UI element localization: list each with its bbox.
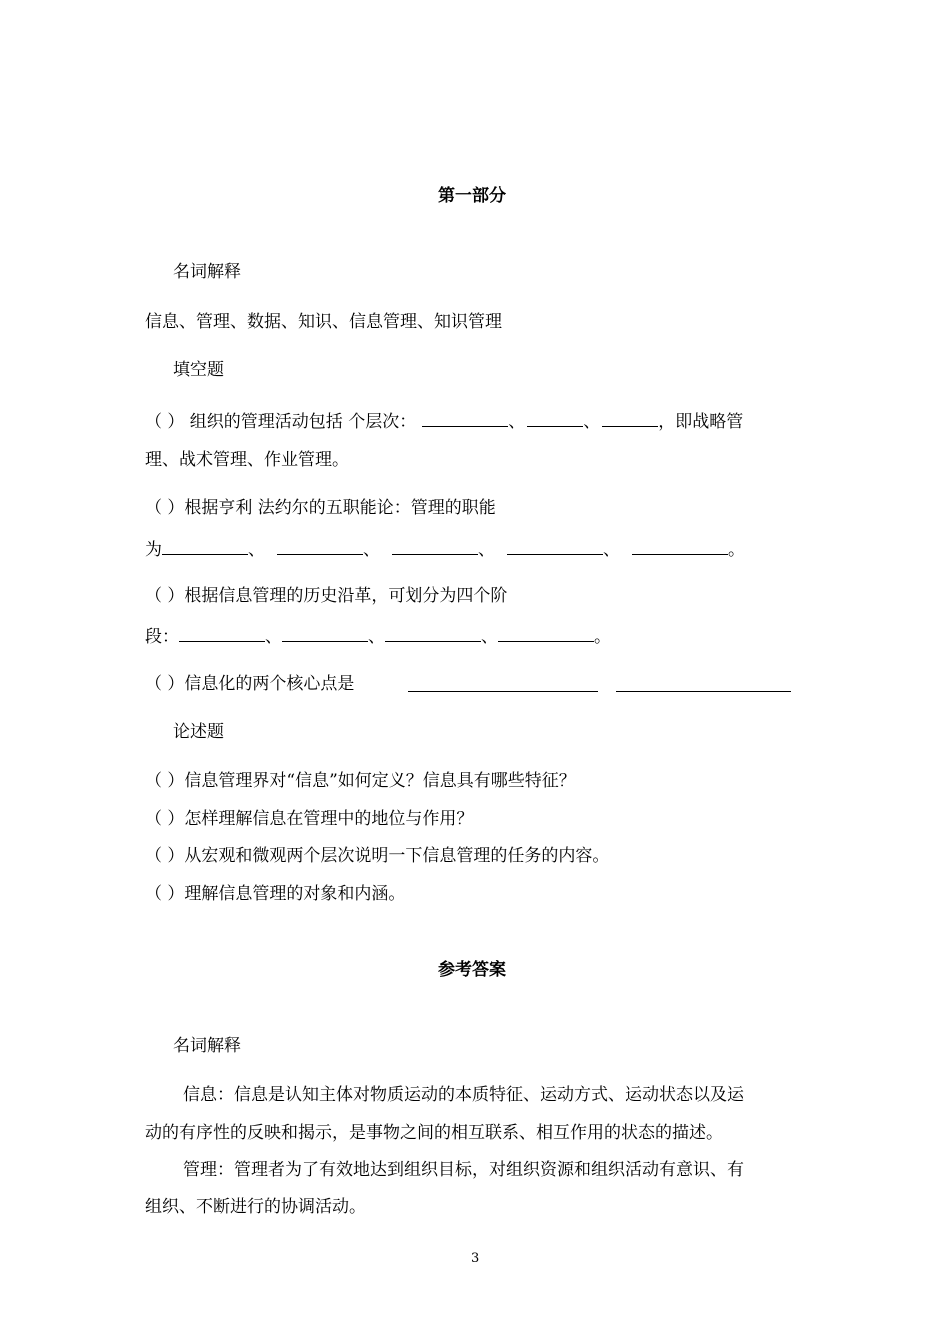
end-mark: 。: [594, 627, 611, 647]
fill-question-2-cont: [145, 538, 745, 560]
fill-heading: 填空题: [173, 360, 224, 380]
answer-blank: [602, 410, 658, 427]
end-mark: 。: [728, 540, 745, 560]
answer-management-line-1: 管理：管理者为了有效地达到组织目标，对组织资源和组织活动有意识、有: [183, 1160, 744, 1180]
answer-info-line-1: 信息：信息是认知主体对物质运动的本质特征、运动方式、运动状态以及运: [183, 1085, 744, 1105]
essay-heading: 论述题: [173, 722, 224, 742]
separator: 、: [248, 540, 265, 560]
fill-question-1-text: （ ） 组织的管理活动包括 个层次：: [145, 412, 417, 432]
separator: 、: [363, 540, 380, 560]
essay-question: （ ）理解信息管理的对象和内涵。: [145, 884, 406, 904]
terms-list: 信息、管理、数据、知识、信息管理、知识管理: [145, 312, 502, 332]
answers-terms-heading: 名词解释: [173, 1036, 241, 1056]
answer-blank: [632, 538, 728, 555]
fill-question-2: （ ）根据亨利 法约尔的五职能论：管理的职能: [145, 498, 496, 518]
separator: 、: [508, 412, 526, 432]
fill-question-1-cont: 理、战术管理、作业管理。: [145, 450, 349, 470]
separator: 、: [265, 627, 282, 647]
answer-management-line-2: 组织、不断进行的协调活动。: [145, 1197, 366, 1217]
essay-question: （ ）怎样理解信息在管理中的地位与作用？: [145, 809, 474, 829]
fill-question-3-cont: [145, 625, 611, 647]
answer-blank: [392, 538, 478, 555]
answer-info-line-2: 动的有序性的反映和揭示，是事物之间的相互联系、相互作用的状态的描述。: [145, 1123, 723, 1143]
answer-blank: [507, 538, 603, 555]
page-number: 3: [471, 1251, 480, 1266]
section-title-part1: 第一部分: [438, 186, 506, 206]
separator: 、: [481, 627, 498, 647]
section-title-answers: 参考答案: [438, 960, 506, 980]
separator: 、: [603, 540, 620, 560]
essay-question: （ ）从宏观和微观两个层次说明一下信息管理的任务的内容。: [145, 846, 610, 866]
separator: 、: [583, 412, 601, 432]
answer-blank: [179, 625, 265, 642]
answer-blank: [162, 538, 248, 555]
essay-question: （ ）信息管理界对“信息”如何定义？信息具有哪些特征？: [145, 771, 576, 791]
fill-question-3: （ ）根据信息管理的历史沿革，可划分为四个阶: [145, 586, 508, 606]
fill-question-1-tail: ，即战略管: [658, 412, 744, 432]
answer-blank: [408, 691, 598, 692]
answer-blank: [385, 625, 481, 642]
fill-question-3-prefix: 段：: [145, 627, 179, 647]
separator: 、: [368, 627, 385, 647]
answer-blank: [616, 691, 791, 692]
answer-blank: [498, 625, 594, 642]
fill-question-1: [145, 410, 743, 432]
answer-blank: [277, 538, 363, 555]
separator: 、: [478, 540, 495, 560]
answer-blank: [422, 410, 508, 427]
answer-blank: [282, 625, 368, 642]
answer-blank: [527, 410, 583, 427]
fill-question-2-prefix: 为: [145, 540, 162, 560]
fill-question-4: （ ）信息化的两个核心点是: [145, 674, 355, 694]
terms-heading: 名词解释: [173, 262, 241, 282]
